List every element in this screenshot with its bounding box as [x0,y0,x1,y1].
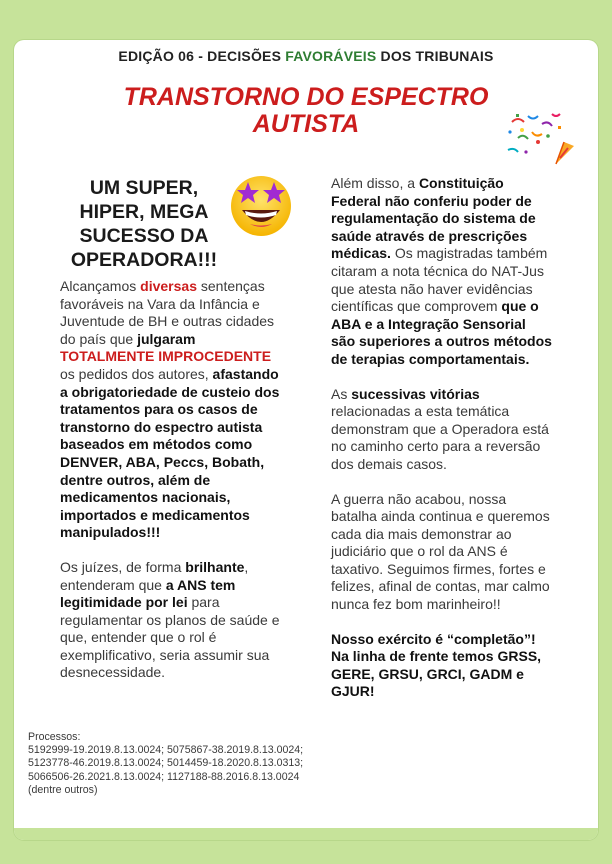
text-run: , entenderam que [60,558,249,593]
text-run-bold: julgaram [137,330,196,347]
title-line-1: TRANSTORNO DO ESPECTRO [123,83,489,111]
right-column [331,175,553,718]
text-run: As [331,385,352,402]
processes-list [28,731,328,797]
page-background-top [0,0,612,40]
left-paragraph-2 [60,559,282,682]
text-run: sentenças favoráveis na Vara da Infância e Juventude de BH e outras cidades do país que [60,278,275,347]
text-run-bold: afastando a obrigatoriedade de custeio dos tratamentos para os casos de transtorno do espectro autista baseados em métodos como DENVER, ABA, Peccs, Bobath, dentre outros, além de medicamentos nacionais, importados e medicamentos manipulados!!! [60,365,280,541]
processes-line-1: 5192999-19.2019.8.13.0024; 5075867-38.2019.8.13.0024; [28,744,304,757]
star-struck-emoji-icon [228,172,294,238]
page-background-bottom [14,828,598,840]
party-popper-icon [502,108,576,170]
text-run: para regulamentar os planos de saúde e que, entender que o rol é exemplificativo, seria assumir sua desnecessidade. [60,594,280,681]
processes-line-2: 5123778-46.2019.8.13.0024; 5014459-18.2020.8.13.0313; [28,757,304,770]
processes-line-3: 5066506-26.2021.8.13.0024; 1127188-88.2016.8.13.0024 [28,770,300,783]
edition-header [0,48,612,64]
processes-label: Processos: [28,731,81,743]
right-paragraph-2 [331,386,553,474]
headline-line-4: OPERADORA!!! [70,249,218,271]
title-line-2: AUTISTA [252,110,360,138]
text-run: os pedidos dos autores, [60,365,213,382]
text-run-bold: a ANS tem legitimidade por lei [60,576,236,611]
text-run-bold: que o ABA e a Integração Sensorial são superiores a outros métodos de terapias comportamentais. [331,298,552,367]
text-run: Alcançamos [60,278,141,294]
text-run: Os magistradas também citaram a nota técnica do NAT-Jus que atesta não haver evidências científicas que comprovem [331,245,548,315]
text-run-highlight: diversas [140,278,197,294]
text-run: Os juízes, de forma [60,558,186,575]
text-run: relacionadas a esta temática demonstram que a Operadora está no caminho certo para a reversão dos demais casos. [331,403,549,472]
headline-line-1: UM SUPER, [89,177,199,199]
processes-line-4: (dentre outros) [28,783,98,796]
headline-line-3: SUCESSO DA [79,225,209,247]
text-run-bold: brilhante [185,558,245,575]
left-column [60,278,282,699]
edition-suffix: DOS TRIBUNAIS [376,48,494,64]
edition-prefix: EDIÇÃO 06 - DECISÕES [118,48,286,64]
text-run: Além disso, a [331,175,419,191]
text-run-bold: Constituição Federal não conferiu poder de regulamentação do sistema de saúde através de prescrições médicas. [331,175,536,262]
headline [56,176,232,272]
right-paragraph-3: A guerra não acabou, nossa batalha ainda continua e queremos cada dia mais demonstrar ao judiciário que o rol da ANS é taxativo. Seguimos firmes, fortes e felizes, afinal de contas, mar calmo nunca fez bom marinheiro!! [331,490,550,613]
text-run-highlight: TOTALMENTE IMPROCEDENTE [60,348,272,365]
right-paragraph-1 [331,175,553,369]
text-run-bold: Nosso exército é “completão”! Na linha de frente temos GRSS, GERE, GRSU, GRCI, GADM e GJUR! [331,630,542,700]
page-title [90,84,522,138]
right-paragraph-4 [331,631,553,701]
left-paragraph-1 [60,278,282,542]
edition-highlight: FAVORÁVEIS [285,48,377,64]
headline-line-2: HIPER, MEGA [79,201,209,223]
text-run-bold: sucessivas vitórias [351,385,480,402]
